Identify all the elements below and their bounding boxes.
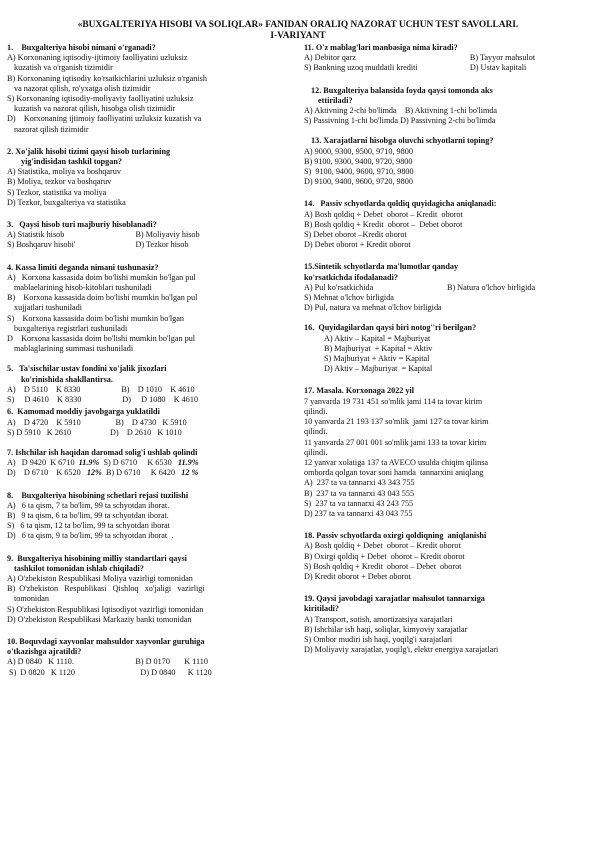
option-rate: 11.9% <box>177 458 199 468</box>
option: S) Tezkor, statistika va moliya <box>7 187 107 197</box>
option: A) Korxona kassasida doim bo'lishi mumkin bo'lgan pul <box>7 272 196 282</box>
question-12 <box>304 86 590 127</box>
document-title: «BUXGALTERIYA HISOBI VA SOLIQLAR» FANIDAN ORALIQ NAZORAT UCHUN TEST SAVOLLARI. <box>77 20 519 30</box>
option: A) D 9420 K 6710 <box>7 458 79 468</box>
option: D) Ustav kapitali <box>469 63 527 73</box>
option: B) Bosh qoldiq + Kredit oborot – Debet oborot <box>304 219 463 229</box>
question-15 <box>304 262 590 313</box>
option-cont: tomonidan <box>14 594 50 604</box>
text-line: 10 yanvarda 21 193 137 so'mlik jami 127 ta tovar kirim <box>304 417 489 427</box>
option: B) Majburiyat + Kapital = Aktiv <box>324 343 433 353</box>
option-cont: xujjatlari tushuniladi <box>14 303 82 313</box>
option: D) 237 ta va tannarxi 43 043 755 <box>304 508 413 518</box>
option: D) Kredit oborot + Debet oborot <box>304 571 411 581</box>
option: A) Debitor qarz <box>304 53 356 63</box>
option-row <box>7 468 299 478</box>
question-text: 13. Xarajatlarni hisobga oluvchi schyotlarni toping? <box>311 136 494 146</box>
option-row: S) D 5910 K 2610 D) D 2610 K 1010 <box>7 427 182 437</box>
left-column <box>7 43 299 685</box>
option: A) Pul ko'rsatkichida <box>304 282 374 292</box>
option: S) Korxonaning iqtisodiy-moliyaviy faolliyatini uzluksiz <box>7 94 194 104</box>
option: S) Bosh qoldiq + Kredit oborot – Debet oborot <box>304 561 462 571</box>
question-text-cont: o'tkazishga ajratildi? <box>7 647 82 657</box>
option: B) Moliyaviy hisob <box>135 230 200 240</box>
option: D) 9100, 9400, 9600, 9720, 9800 <box>304 177 413 187</box>
question-4 <box>7 263 299 355</box>
option: S) 6 ta qism, 12 ta bo'lim, 99 ta schyotdan iborat <box>7 521 170 531</box>
question-text: 7. Ishchilar ish haqidan daromad solig'i ushlab qolindi <box>7 447 198 457</box>
option-rate: 12 % <box>181 468 199 478</box>
question-17 <box>304 386 590 519</box>
option: B) Natura o'lchov birligida <box>447 282 536 292</box>
option: D) O'zbekiston Respublikasi Markaziy banki tomonidan <box>7 614 192 624</box>
option: D) Korxonaning ijtimoiy faolliyatini uzluksiz kuzatish va <box>7 114 202 124</box>
option: A) Aktiv – Kapital = Majburiyat <box>324 333 431 343</box>
question-text: 14. Passiv schyotlarda qoldiq quyidagicha aniqlanadi: <box>304 199 497 209</box>
question-9 <box>7 554 299 625</box>
option-cont: kuzatish va nazorat qilish, hisobga olish tizimidir <box>14 104 176 114</box>
text-line: 12 yanvar xolatiga 137 ta AVECO usulda chiqim qilinsa <box>304 457 489 467</box>
option: D) Tezkor, buxgalteriya va statistika <box>7 197 126 207</box>
option: B) D 6710 K 6420 <box>101 468 182 478</box>
question-19 <box>304 594 590 655</box>
question-text: 12. Buxgalteriya balansida foyda qaysi tomonda aks <box>311 85 493 95</box>
question-text: 8. Buxgalteriya hisobining schetlari rejasi tuzilishi <box>7 490 189 500</box>
option: A) Statistika, moliya va boshqaruv <box>7 167 121 177</box>
question-text: 1. Buxgalteriya hisobi nimani o'rganadi? <box>7 43 156 52</box>
question-text-cont: tashkilot tomonidan ishlab chiqiladi? <box>14 563 144 573</box>
question-7 <box>7 448 299 479</box>
option: A) Transport, sotish, amortizatsiya xarajatlari <box>304 614 453 624</box>
question-text: 6. Kamomad moddiy javobgarga yuklatildi <box>7 407 160 417</box>
question-13 <box>304 136 590 187</box>
question-text: 3. Qaysi hisob turi majburiy hisoblanadi? <box>7 220 157 230</box>
option-cont: kuzatish va o'rganish tizimidir <box>14 63 113 73</box>
question-1 <box>7 43 299 135</box>
option: S) Bankning uzoq muddatli krediti <box>304 63 418 73</box>
option: D) Moliyaviy xarajatlar, yoqilg'i, elektr energiya xarajatlari <box>304 645 499 655</box>
text-line: omborda qolgan tovar soni hamda tannarxini aniqlang <box>304 468 484 478</box>
question-16 <box>304 323 590 374</box>
question-5 <box>7 364 299 405</box>
text-line: 7 yanvarda 19 731 451 so'mlik jami 114 ta tovar kirim <box>304 396 483 406</box>
option: B) Moliya, tezkor va boshqaruv <box>7 177 112 187</box>
option: D) 6 ta qism, 9 ta bo'lim, 99 ta schyotdan iborat . <box>7 531 174 541</box>
question-text: 2. Xo'jalik hisobi tizimi qaysi hisob turlarining <box>7 146 171 156</box>
text-line: qilindi. <box>304 427 328 437</box>
question-text: 4. Kassa limiti deganda nimani tushunasiz? <box>7 262 159 272</box>
option-row: A) D 4720 K 5910 B) D 4730 K 5910 <box>7 417 187 427</box>
option: A) 237 ta va tannarxi 43 343 755 <box>304 478 415 488</box>
option: A) Statistik hisob <box>7 230 65 240</box>
option: B) Oxirgi qoldiq + Debet oborot – Kredit oborot <box>304 551 465 561</box>
question-10 <box>7 637 299 678</box>
option: D Korxona kassasida doim bo'lishi mumkin bo'lgan pul <box>7 334 196 344</box>
right-column <box>304 43 590 662</box>
question-text: 15.Sintetik schyotlarda ma'lumotlar qanday <box>304 262 459 272</box>
option-row: S) Passivning 1-chi bo'limda D) Passivning 2-chi bo'limda <box>304 116 496 126</box>
variant-label: I-VARIYANT <box>270 31 326 41</box>
question-text-cont: ettiriladi? <box>318 95 353 105</box>
question-8 <box>7 491 299 542</box>
text-line: 11 yanvarda 27 001 001 so'mlik jami 133 ta tovar kirim <box>304 437 487 447</box>
question-text-cont: ko'rsatkichda ifodalanadi? <box>304 272 398 282</box>
question-text: 19. Qaysi javobdagi xarajatlar mahsulot tannarxiga <box>304 594 485 604</box>
option: D) Debet oborot + Kredit oborot <box>304 240 411 250</box>
option-row: S) D 4610 K 8330 D) D 1080 K 4610 <box>7 395 199 405</box>
option: B) Ishchilar ish haqi, soliqlar, kimyoviy xarajatlar <box>304 624 468 634</box>
option: S) Ombor mudiri ish haqi, yoqilg'i xarajatlari <box>304 634 453 644</box>
option: A) O'zbekiston Respublikasi Moliya vazirligi tomonidan <box>7 573 193 583</box>
question-text: 9. Buxgalteriya hisobining milliy standartlari qaysi <box>7 553 187 563</box>
option-row: A) Aktivning 2-chi bo'limda B) Aktivning 1-chi bo'limda <box>304 106 498 116</box>
text-line: qilindi. <box>304 406 328 416</box>
option: A) Bosh qoldiq + Debet oborot – Kredit oborot <box>304 541 461 551</box>
option: B) 237 ta va tannarxi 43 043 555 <box>304 488 415 498</box>
option: S) Korxona kassasida doim bo'lishi mumkin bo'lgan <box>7 313 184 323</box>
option-rate: 11.9% <box>78 458 100 468</box>
text-line: qilindi. <box>304 447 328 457</box>
option: D) Pul, natura va mehnat o'lchov birligida <box>304 303 442 313</box>
question-text: 17. Masala. Korxonaga 2022 yil <box>304 386 415 396</box>
option-row <box>7 458 299 468</box>
option: A) 6 ta qism, 7 ta bo'lim, 99 ta schyotdan iborat. <box>7 500 170 510</box>
question-2 <box>7 147 299 208</box>
option: D) D 6710 K 6520 <box>7 468 87 478</box>
question-text: 18. Passiv schyotlarda oxirgi qoldiqning aniqlanishi <box>304 531 487 541</box>
option: B) O'zbekiston Respublikasi Qishloq xo'jaligi vazirligi <box>7 584 205 594</box>
option: A) Korxonaning iqtisodiy-ijtimoiy faolliyatini uzluksiz <box>7 53 188 63</box>
question-14 <box>304 199 590 250</box>
option: S) 9100, 9400, 9600, 9710, 9800 <box>304 167 414 177</box>
option: B) Korxona kassasida doim bo'lishi mumkin bo'lgan pul <box>7 293 198 303</box>
option: S) D 6710 K 6530 <box>99 458 178 468</box>
option: A) 9000, 9300, 9500, 9710, 9800 <box>304 146 413 156</box>
question-text-cont: yig'indisidan tashkil topgan? <box>21 157 123 167</box>
option: B) 9100, 9300, 9400, 9720, 9800 <box>304 156 413 166</box>
question-text: 11. O'z mablag'lari manbasiga nima kiradi? <box>304 43 458 52</box>
option-cont: va nazorat qilish, ro'yxatga olish tizimidir <box>14 83 151 93</box>
question-text: 16. Quyidagilardan qaysi biri notog''ri berilgan? <box>304 323 477 333</box>
question-3 <box>7 220 299 251</box>
option-row: A) D 5110 K 8330 B) D 1010 K 4610 <box>7 384 195 394</box>
option-row: A) D 0840 K 1110. B) D 0170 K 1110 <box>7 657 208 667</box>
option: S) Debet oborot –Kredit oborot <box>304 230 407 240</box>
question-text: 10. Boquvdagi xayvonlar mahsuldor xayvonlar guruhiga <box>7 636 205 646</box>
option: B) Tayyor mahsulot <box>469 53 536 63</box>
option: S) 237 ta va tannarxi 43 243 755 <box>304 498 414 508</box>
option-cont: mablaglarining summasi tushuniladi <box>14 344 134 354</box>
question-text: 5. Ta'sischilar ustav fondini xo'jalik jixozlari <box>7 364 167 374</box>
option: B) 9 ta qism, 6 ta bo'lim, 99 ta schyotdan iborat. <box>7 510 169 520</box>
option: S) Majburiyat + Aktiv = Kapital <box>324 354 430 364</box>
option-cont: buxgalteriya registrlari tushuniladi <box>14 323 128 333</box>
option: S) Mehnat o'lchov birligida <box>304 293 394 303</box>
option-rate: 12% <box>86 468 102 478</box>
option-cont: nazorat qilish tizimidir <box>14 124 89 134</box>
option: B) Korxonaning iqtisodiy ko'rsatkichlarini uzluksiz o'rganish <box>7 73 207 83</box>
option: A) Bosh qoldiq + Debet oborot – Kredit oborot <box>304 209 463 219</box>
option: D) Aktiv – Majburiyat = Kapital <box>324 364 433 374</box>
question-text-cont: ko'rinishida shakllantirsa. <box>21 374 113 384</box>
option-cont: mablaelarining hisob-kitoblari tushuniladi <box>14 283 152 293</box>
option: S) O'zbekiston Respublikasi Iqtisodiyot vazirligi tomonidan <box>7 604 204 614</box>
question-11 <box>304 43 590 74</box>
question-18 <box>304 531 590 582</box>
option: D) Tezkor hisob <box>135 240 189 250</box>
question-text-cont: kiritiladi? <box>304 604 340 614</box>
option: S) Boshqaruv hisobi' <box>7 240 76 250</box>
question-6 <box>7 407 299 438</box>
option-row: S) D 0820 K 1120 D) D 0840 K 1120 <box>7 667 212 677</box>
